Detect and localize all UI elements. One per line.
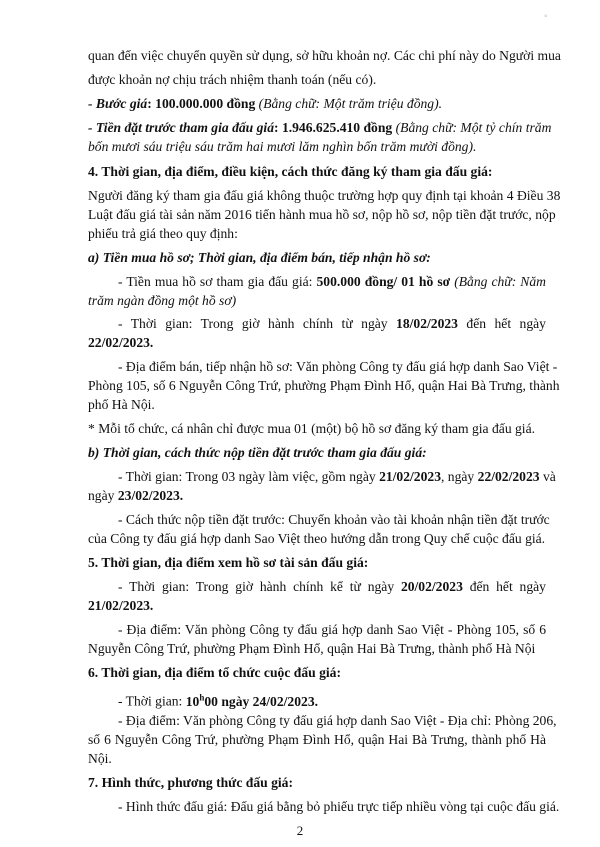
- bid-step-words: (Bằng chữ: Một trăm triệu đồng).: [258, 96, 443, 111]
- heading: a) Tiền mua hồ sơ; Thời gian, địa điểm bán, tiếp nhận hồ sơ:: [88, 250, 431, 265]
- s4-paragraph-line-3: [88, 226, 546, 242]
- view-time-line-2: [88, 598, 546, 614]
- date: 00 ngày 24/02/2023.: [204, 693, 319, 709]
- heading: 5. Thời gian, địa điểm xem hồ sơ tài sản đấu giá:: [88, 555, 369, 570]
- heading: 4. Thời gian, địa điểm, điều kiện, cách thức đăng ký tham gia đấu giá:: [88, 164, 493, 179]
- deposit-line-1: - Tiền đặt trước tham gia đấu giá: 1.946.625.410 đồng (Bằng chữ: Một tỷ chín trăm: [88, 120, 552, 135]
- date: 18/02/2023: [396, 316, 458, 331]
- auction-form-line: [118, 799, 560, 815]
- cost-paragraph-line-2: [88, 72, 546, 88]
- fee-label: - Tiền mua hồ sơ tham gia đấu giá:: [118, 274, 313, 289]
- fee-line-1: [118, 274, 546, 290]
- deposit-method-line-1: [118, 512, 550, 528]
- section-4b-title: [88, 445, 546, 461]
- sale-place-line-2: [88, 378, 560, 394]
- section-5-title: [88, 555, 546, 571]
- text: Phòng 105, số 6 Nguyễn Công Trứ, phường Phạm Đình Hổ, quận Hai Bà Trưng, thành: [88, 378, 560, 393]
- text: được khoản nợ chịu trách nhiệm thanh toán (nếu có).: [88, 72, 377, 87]
- text: đến hết ngày: [469, 579, 546, 594]
- fee-words: (Bằng chữ: Năm: [454, 274, 546, 289]
- text: - Hình thức đấu giá: Đấu giá bằng bỏ phiếu trực tiếp nhiều vòng tại cuộc đấu giá.: [118, 799, 560, 814]
- sale-place-line-1: [118, 359, 558, 375]
- section-4-title: [88, 164, 546, 180]
- auction-time-line: [118, 689, 546, 710]
- text: - Địa điểm bán, tiếp nhận hồ sơ: Văn phòng Công ty đấu giá hợp danh Sao Việt -: [118, 359, 558, 374]
- deposit-time-line-1: - Thời gian: Trong 03 ngày làm việc, gồm ngày 21/02/2023, ngày 22/02/2023 và: [118, 469, 556, 484]
- bid-step-label: - Bước giá: [88, 96, 148, 111]
- heading: 7. Hình thức, phương thức đấu giá:: [88, 775, 293, 790]
- s4-paragraph-line-2: [88, 207, 556, 223]
- deposit-line-2: [88, 139, 546, 155]
- text: * Mỗi tổ chức, cá nhân chỉ được mua 01 (một) bộ hồ sơ đăng ký tham gia đấu giá.: [88, 421, 536, 436]
- auction-place-line-2: [88, 732, 546, 748]
- fee-words: trăm ngàn đồng một hồ sơ): [88, 293, 237, 308]
- text: và: [542, 469, 556, 484]
- heading: 6. Thời gian, địa điểm tổ chức cuộc đấu giá:: [88, 665, 341, 680]
- purchase-note: [88, 421, 546, 437]
- fee-line-2: [88, 293, 546, 309]
- text: Nguyễn Công Trứ, phường Phạm Đình Hổ, quận Hai Bà Trưng, thành phố Hà Nội: [88, 641, 536, 656]
- text: - Thời gian:: [118, 693, 183, 709]
- text: của Công ty đấu giá hợp danh Sao Việt theo hướng dẫn trong Quy chế cuộc đấu giá.: [88, 531, 546, 546]
- text: Người đăng ký tham gia đấu giá không thuộc trường hợp quy định tại khoản 4 Điều 38: [88, 188, 561, 203]
- deposit-label: - Tiền đặt trước tham gia đấu giá: [88, 120, 274, 135]
- deposit-method-line-2: [88, 531, 546, 547]
- date: 21/02/2023: [379, 469, 441, 484]
- date: 22/02/2023: [477, 469, 540, 484]
- text: số 6 Nguyễn Công Trứ, phường Phạm Đình Hổ, quận Hai Bà Trưng, thành phố Hà: [88, 732, 546, 747]
- page-number: 2: [296, 823, 304, 838]
- view-place-line-1: [118, 622, 546, 638]
- view-time-line-1: [118, 579, 546, 595]
- sale-time-line-1: [118, 316, 546, 332]
- section-7-title: [88, 775, 546, 791]
- date: 23/02/2023.: [117, 488, 184, 503]
- text: phố Hà Nội.: [88, 397, 155, 412]
- text: Nội.: [88, 751, 112, 766]
- sale-place-line-3: [88, 397, 546, 413]
- corner-mark-icon: ◦: [544, 11, 548, 22]
- deposit-words: (Bằng chữ: Một tỷ chín trăm: [395, 120, 552, 135]
- deposit-time-line-2: [88, 488, 546, 504]
- text: - Thời gian: Trong giờ hành chính kể từ ngày: [118, 579, 395, 594]
- cost-paragraph-line-1: [88, 48, 561, 64]
- text: - Địa điểm: Văn phòng Công ty đấu giá hợp danh Sao Việt - Địa chỉ: Phòng 206,: [118, 713, 557, 728]
- text: - Cách thức nộp tiền đặt trước: Chuyển khoản vào tài khoản nhận tiền đặt trước: [118, 512, 550, 527]
- view-place-line-2: [88, 641, 546, 657]
- auction-place-line-3: [88, 751, 546, 767]
- section-6-title: [88, 665, 546, 681]
- bid-step-line: - Bước giá: 100.000.000 đồng (Bằng chữ: Một trăm triệu đồng).: [88, 96, 443, 111]
- bid-step-value: 100.000.000 đồng: [155, 96, 256, 111]
- heading: b) Thời gian, cách thức nộp tiền đặt trước tham gia đấu giá:: [88, 445, 427, 460]
- text: - Địa điểm: Văn phòng Công ty đấu giá hợp danh Sao Việt - Phòng 105, số 6: [118, 622, 546, 637]
- auction-place-line-1: [118, 713, 557, 729]
- date: 21/02/2023.: [88, 598, 154, 613]
- text: đến hết ngày: [466, 316, 546, 331]
- text: quan đến việc chuyển quyền sử dụng, sở hữu khoản nợ. Các chi phí này do Người mua: [88, 48, 561, 63]
- text: phiếu trả giá theo quy định:: [88, 226, 238, 241]
- hour: 10: [185, 693, 200, 709]
- deposit-words: bốn mươi sáu triệu sáu trăm hai mươi lăm nghìn bốn trăm mười đồng).: [88, 139, 477, 154]
- text: - Thời gian: Trong 03 ngày làm việc, gồm ngày: [118, 469, 376, 484]
- date: 20/02/2023: [400, 579, 463, 594]
- date: 22/02/2023.: [88, 335, 154, 350]
- section-4a-title: [88, 250, 546, 266]
- fee-value: 500.000 đồng/ 01 hồ sơ: [316, 274, 451, 289]
- text: - Thời gian: Trong giờ hành chính từ ngày: [118, 316, 388, 331]
- s4-paragraph-line-1: [88, 188, 561, 204]
- hour-mark: h: [199, 692, 205, 702]
- text: ngày: [88, 488, 115, 503]
- sale-time-line-2: [88, 335, 546, 351]
- text: Luật đấu giá tài sản năm 2016 tiến hành mua hồ sơ, nộp hồ sơ, nộp tiền đặt trước, nộp: [88, 207, 556, 222]
- text: ngày: [447, 469, 475, 484]
- deposit-value: 1.946.625.410 đồng: [281, 120, 393, 135]
